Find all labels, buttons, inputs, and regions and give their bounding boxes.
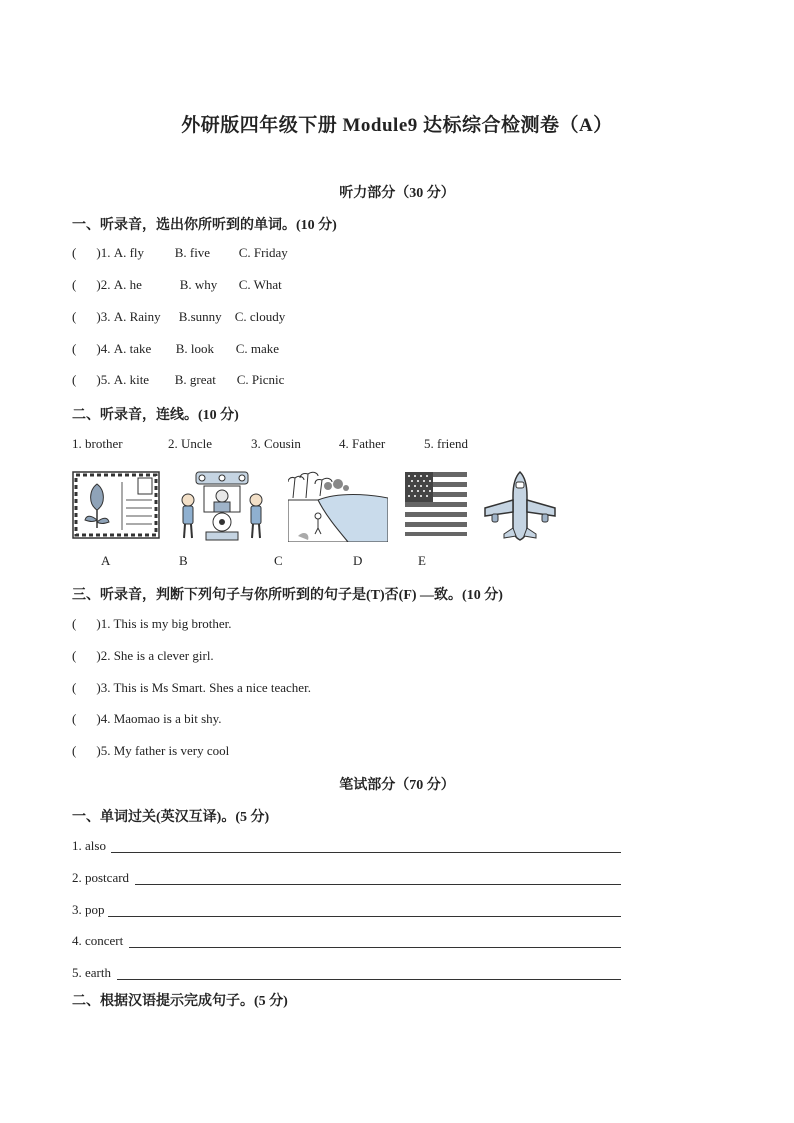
postcard-picture <box>72 470 160 542</box>
answer-line[interactable] <box>111 852 621 853</box>
picture-label-d: D <box>353 553 363 568</box>
paren-open: ( <box>72 372 77 387</box>
sentence: 3. This is Ms Smart. Shes a nice teacher. <box>100 680 311 695</box>
translation-item: 5. earth <box>72 965 111 980</box>
translation-item: 2. postcard <box>72 870 130 885</box>
question-number: 5. <box>100 372 111 387</box>
paren-close: ) <box>96 616 101 631</box>
translation-item: 3. pop <box>72 902 105 917</box>
paren-open: ( <box>72 616 77 631</box>
picture-label-e: E <box>418 553 426 568</box>
paren-close: ) <box>96 372 101 387</box>
section-5-heading: 二、根据汉语提示完成句子。(5 分) <box>72 994 288 1009</box>
question-number: 3. <box>100 309 111 324</box>
translation-item: 1. also <box>72 838 106 853</box>
option-c: C. What <box>238 277 282 292</box>
sentence: 5. My father is very cool <box>100 743 230 758</box>
option-b: B. great <box>174 372 216 387</box>
beach-picture <box>288 470 388 542</box>
choice-question <box>72 309 285 325</box>
choice-question <box>72 341 279 357</box>
section-1-heading: 一、听录音，选出你所听到的单词。(10 分) <box>72 218 337 233</box>
question-number: 1. <box>100 245 111 260</box>
listening-section-header: 听力部分（30 分） <box>339 186 455 201</box>
paren-open: ( <box>72 341 77 356</box>
paren-open: ( <box>72 309 77 324</box>
option-c: C. Picnic <box>236 372 285 387</box>
question-number: 4. <box>100 341 111 356</box>
word-cousin: 3. Cousin <box>251 436 301 451</box>
question-number: 2. <box>100 277 111 292</box>
judge-question <box>72 711 222 727</box>
section-4-heading: 一、单词过关(英汉互译)。(5 分) <box>72 810 270 825</box>
paren-open: ( <box>72 648 77 663</box>
option-b: B. five <box>174 245 211 260</box>
option-a: A. he <box>113 277 142 292</box>
translation-item: 4. concert <box>72 933 124 948</box>
paren-close: ) <box>96 711 101 726</box>
judge-question <box>72 680 311 696</box>
option-a: A. Rainy <box>113 309 161 324</box>
answer-line[interactable] <box>108 916 621 917</box>
picture-label-a: A <box>101 553 111 568</box>
sentence: 1. This is my big brother. <box>100 616 232 631</box>
word-brother: 1. brother <box>72 436 123 451</box>
word-uncle: 2. Uncle <box>168 436 213 451</box>
paren-open: ( <box>72 711 77 726</box>
option-c: C. make <box>235 341 280 356</box>
paren-close: ) <box>96 648 101 663</box>
judge-question <box>72 648 214 664</box>
section-3-heading: 三、听录音，判断下列句子与你所听到的句子是(T)否(F) —致。(10 分) <box>72 588 503 603</box>
choice-question <box>72 245 288 261</box>
picture-label-b: B <box>179 553 188 568</box>
choice-question <box>72 372 284 388</box>
paren-open: ( <box>72 680 77 695</box>
paren-close: ) <box>96 743 101 758</box>
answer-line[interactable] <box>117 979 621 980</box>
paren-close: ) <box>96 245 101 260</box>
sentence: 4. Maomao is a bit shy. <box>100 711 222 726</box>
judge-question <box>72 616 232 632</box>
paren-open: ( <box>72 743 77 758</box>
paren-close: ) <box>96 680 101 695</box>
answer-line[interactable] <box>129 947 621 948</box>
flag-picture <box>405 470 467 538</box>
word-friend: 5. friend <box>424 436 469 451</box>
option-a: A. take <box>113 341 152 356</box>
option-a: A. fly <box>113 245 145 260</box>
airplane-picture <box>482 470 558 542</box>
answer-line[interactable] <box>135 884 621 885</box>
sentence: 2. She is a clever girl. <box>100 648 214 663</box>
option-b: B.sunny <box>178 309 222 324</box>
option-b: B. why <box>179 277 218 292</box>
written-section-header: 笔试部分（70 分） <box>339 778 455 793</box>
paren-open: ( <box>72 277 77 292</box>
paren-close: ) <box>96 277 101 292</box>
picture-label-c: C <box>274 553 283 568</box>
page-title: 外研版四年级下册 Module9 达标综合检测卷（A） <box>181 115 613 136</box>
word-father: 4. Father <box>339 436 386 451</box>
option-c: C. cloudy <box>234 309 286 324</box>
section-2-heading: 二、听录音，连线。(10 分) <box>72 408 239 423</box>
option-a: A. kite <box>113 372 150 387</box>
option-b: B. look <box>175 341 214 356</box>
paren-open: ( <box>72 245 77 260</box>
paren-close: ) <box>96 309 101 324</box>
paren-close: ) <box>96 341 101 356</box>
option-c: C. Friday <box>238 245 288 260</box>
concert-picture <box>176 470 268 542</box>
judge-question <box>72 743 229 759</box>
choice-question <box>72 277 282 293</box>
